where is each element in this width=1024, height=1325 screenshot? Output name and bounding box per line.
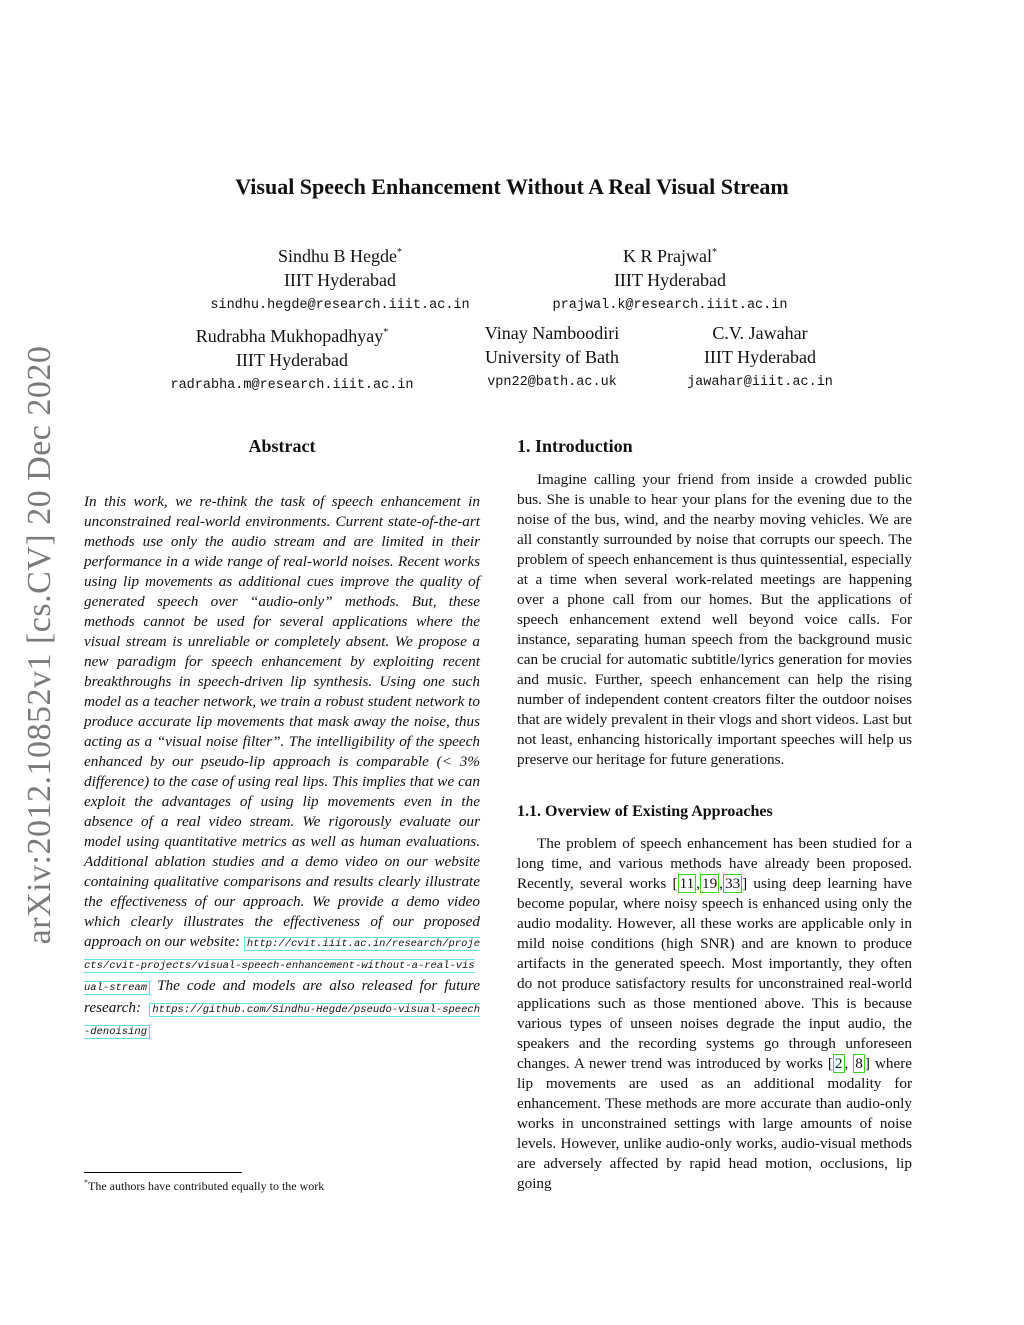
introduction-heading: 1. Introduction — [517, 436, 633, 456]
author-email[interactable]: prajwal.k@research.iiit.ac.in — [552, 298, 788, 313]
author-mark: * — [383, 327, 389, 338]
citation-link[interactable]: 2 — [834, 1055, 843, 1072]
arxiv-identifier: arXiv:2012.10852v1 [cs.CV] 20 Dec 2020 — [21, 345, 58, 945]
citation-link[interactable]: 19 — [701, 875, 718, 892]
code-release-text: The code and models are also released for future research: — [84, 977, 480, 1016]
footnote — [84, 1178, 324, 1194]
citation-link[interactable]: 11 — [679, 875, 695, 892]
author-4 — [462, 321, 642, 391]
author-mark: * — [712, 247, 717, 258]
footnote-mark: * — [84, 1178, 88, 1187]
author-affiliation: IIIT Hyderabad — [283, 270, 397, 290]
author-email[interactable]: vpn22@bath.ac.uk — [487, 375, 617, 390]
author-affiliation: IIIT Hyderabad — [613, 270, 727, 290]
abstract-body — [84, 492, 480, 1042]
footnote-divider — [84, 1172, 242, 1173]
github-link[interactable]: https://github.com/Sindhu-Hegde/pseudo-visual-speech-denoising — [84, 1004, 480, 1038]
author-5 — [670, 321, 850, 391]
author-2 — [520, 241, 820, 314]
author-mark: * — [397, 247, 402, 258]
author-affiliation: IIIT Hyderabad — [703, 347, 817, 367]
author-name: C.V. Jawahar — [712, 323, 808, 343]
author-name: Sindhu B Hegde — [278, 246, 397, 266]
paper-title: Visual Speech Enhancement Without A Real Visual Stream — [235, 174, 789, 199]
overview-paragraph: The problem of speech enhancement has been studied for a long time, and various methods have already been proposed. Recently, several works [ 11 , 19 , 33 ] using deep learning have become popular, where noisy speech is enhanced using only the audio modality. However, all these works are applicable only in mild noise conditions (high SNR) and are known to produce artifacts in the generated speech. Most importantly, they often do not produce satisfactory results for unconstrained real-world applications such as those mentioned above. This is because various types of unseen noises degrade the input audio, the speakers and the recording systems go through unforeseen changes. A newer trend was introduced by works [ 2 , 8 ] where lip movements are used as an additional modality for enhancement. These methods are more accurate than audio-only works in unconstrained settings with large amounts of noise levels. However, unlike audio-only works, audio-visual methods are adversely affected by rapid head motion, occlusions, lip going — [517, 835, 912, 1192]
citation-link[interactable]: 8 — [855, 1055, 863, 1072]
author-affiliation: IIIT Hyderabad — [235, 350, 349, 370]
overview-text-3: ] where lip movements are used as an additional modality for enhancement. These methods are more accurate than audio-only works in unconstrained settings with large amounts of noise levels. However, unlike audio-only works, audio-visual methods are adversely affected by rapid head motion, occlusions, lip going — [517, 1055, 912, 1192]
footnote-text: The authors have contributed equally to the work — [88, 1179, 325, 1193]
overview-heading: 1.1. Overview of Existing Approaches — [517, 803, 773, 820]
author-name: Vinay Namboodiri — [484, 323, 620, 343]
abstract-heading: Abstract — [248, 436, 316, 456]
author-name: K R Prajwal — [623, 246, 712, 266]
author-email[interactable]: jawahar@iiit.ac.in — [687, 375, 833, 390]
author-3 — [150, 321, 434, 394]
author-1 — [190, 241, 490, 314]
author-email[interactable]: sindhu.hegde@research.iiit.ac.in — [210, 298, 470, 313]
abstract-text: In this work, we re-think the task of speech enhancement in unconstrained real-world environments. Current state-of-the-art methods use only the audio stream and are limited in their performance in a wide range of real-world noises. Recent works using lip movements as additional cues improve the quality of generated speech over “audio-only” methods. But, these methods cannot be used for several applications where the visual stream is unreliable or completely absent. We propose a new paradigm for speech enhancement by exploiting recent breakthroughs in speech-driven lip synthesis. Using one such model as a teacher network, we train a robust student network to produce accurate lip movements that mask away the noise, thus acting as a “visual noise filter”. The intelligibility of the speech enhanced by our pseudo-lip approach is comparable (< 3% difference) to the case of using real lips. This implies that we can exploit the advantages of using lip movements even in the absence of a real video stream. We rigorously evaluate our model using quantitative metrics as well as human evaluations. Additional ablation studies and a demo video on our website containing qualitative comparisons and results clearly illustrate the effectiveness of our approach. We provide a demo video which clearly illustrates the effectiveness of our proposed approach on our website: — [84, 493, 480, 950]
overview-text-2: ] using deep learning have become popular, where noisy speech is enhanced using only the audio modality. However, all these works are applicable only in mild noise conditions (high SNR) and are known to produce artifacts in the generated speech. Most importantly, they often do not produce satisfactory results for unconstrained real-world applications such as those mentioned above. This is because various types of unseen noises degrade the input audio, the speakers and the recording systems go through unforeseen changes. A newer trend was introduced by works [ — [517, 875, 912, 1072]
citation-link[interactable]: 33 — [724, 875, 741, 892]
website-link[interactable]: http://cvit.iiit.ac.in/research/projects/cvit-projects/visual-speech-enhancement-without-a-real-visual-stream — [84, 938, 480, 994]
author-email[interactable]: radrabha.m@research.iiit.ac.in — [170, 378, 414, 393]
introduction-paragraph: Imagine calling your friend from inside a crowded public bus. She is unable to hear your plans for the evening due to the noise of the bus, wind, and the nearby moving vehicles. We are all constantly surrounded by noise that corrupts our speech. The problem of speech enhancement is thus quintessential, especially at a time when several work-related meetings are happening over a phone call from our homes. But the applications of speech enhancement extend well beyond voice calls. For instance, separating human speech from the background music can be crucial for automatic subtitle/lyrics generation for movies and music. Further, speech enhancement can help the rising number of independent content creators filter the outdoor noises that are widely prevalent in their vlogs and short videos. Last but not least, enhancing historically important speeches will help us preserve our heritage for future generations. — [517, 471, 912, 768]
overview-text-1: The problem of speech enhancement has been studied for a long time, and various methods have already been proposed. Recently, several works [ — [517, 835, 912, 892]
author-affiliation: University of Bath — [485, 347, 619, 367]
author-name: Rudrabha Mukhopadhyay — [195, 326, 384, 346]
